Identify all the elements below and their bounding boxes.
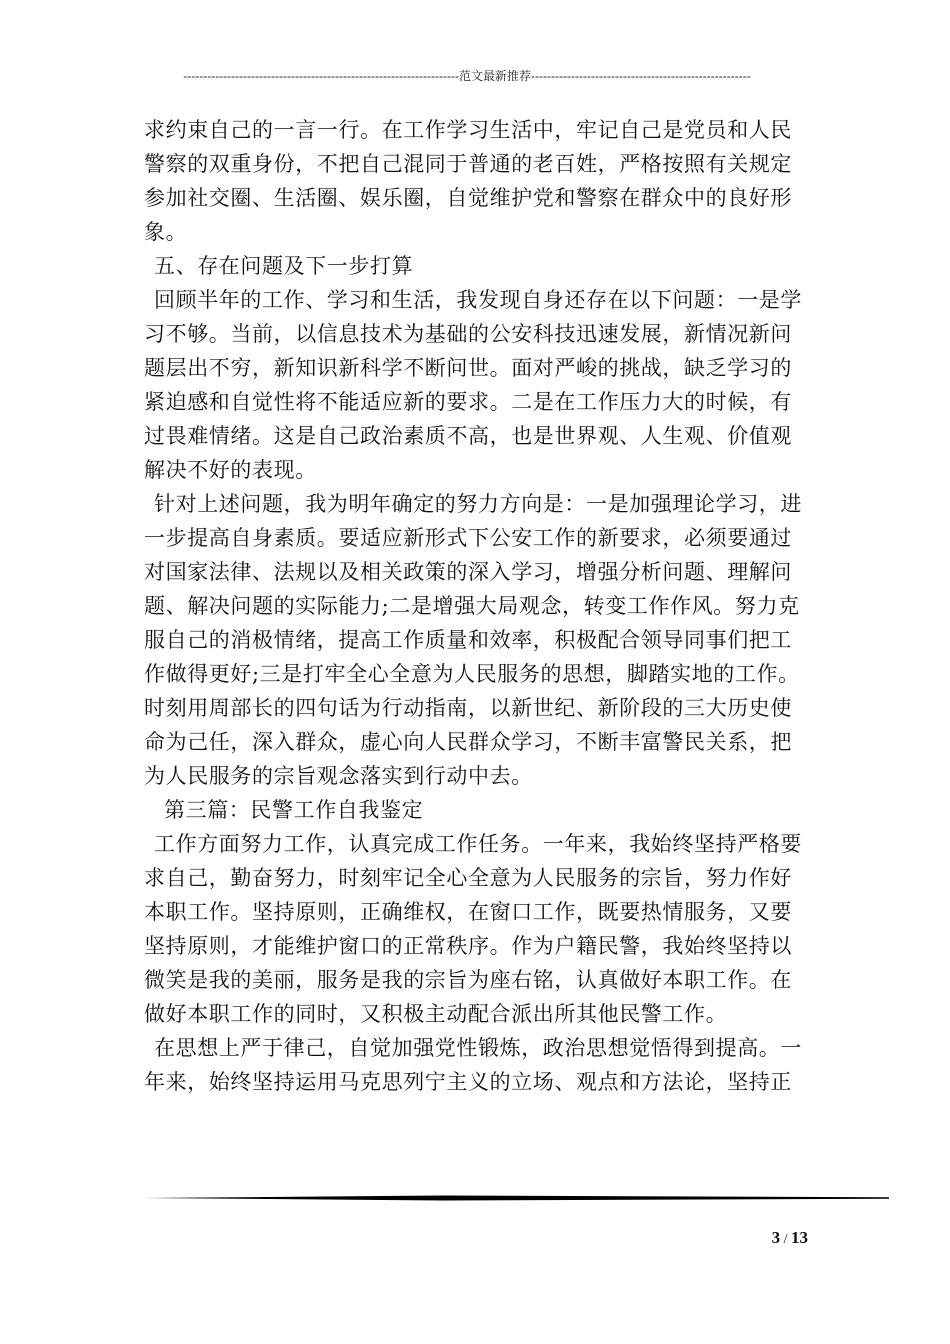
section-heading: 五、存在问题及下一步打算 xyxy=(154,254,414,278)
page-total: 13 xyxy=(791,1228,808,1247)
paragraph-continuation: 求约束自己的一言一行。在工作学习生活中，牢记自己是党员和人民警察的双重身份，不把自己混同于普通的老百姓，严格按照有关规定参加社交圈、生活圈、娱乐圈，自觉维护党和警察在群众中的良好形象。 xyxy=(144,118,792,244)
paragraph: 针对上述问题，我为明年确定的努力方向是：一是加强理论学习，进一步提高自身素质。要适应新形式下公安工作的新要求，必须要通过对国家法律、法规以及相关政策的深入学习，增强分析问题、理解问题、解决问题的实际能力;二是增强大局观念，转变工作作风。努力克服自己的消极情绪，提高工作质量和效率，积极配合领导同事们把工作做得更好;三是打牢全心全意为人民服务的思想，脚踏实地的工作。时刻用周部长的四句话为行动指南，以新世纪、新阶段的三大历史使命为己任，深入群众，虚心向人民群众学习，不断丰富警民关系，把为人民服务的宗旨观念落实到行动中去。 xyxy=(144,492,802,788)
paragraph: 回顾半年的工作、学习和生活，我发现自身还存在以下问题：一是学习不够。当前，以信息技术为基础的公安科技迅速发展，新情况新问题层出不穷，新知识新科学不断问世。面对严峻的挑战，缺乏学习的紧迫感和自觉性将不能适应新的要求。二是在工作压力大的时候，有过畏难情绪。这是自己政治素质不高，也是世界观、人生观、价值观解决不好的表现。 xyxy=(144,288,802,482)
chapter-heading: 第三篇：民警工作自我鉴定 xyxy=(164,798,424,822)
header-dashes-right: ------------------------------------------------------- xyxy=(530,69,751,83)
document-body xyxy=(144,113,808,1099)
header-dashes-left: --------------------------------------------------------------------- xyxy=(183,69,459,83)
page-header xyxy=(144,68,790,84)
header-title: 范文最新推荐 xyxy=(458,69,531,83)
paragraph: 工作方面努力工作，认真完成工作任务。一年来，我始终坚持严格要求自己，勤奋努力，时刻牢记全心全意为人民服务的宗旨，努力作好本职工作。坚持原则，正确维权，在窗口工作，既要热情服务，又要坚持原则，才能维护窗口的正常秩序。作为户籍民警，我始终坚持以微笑是我的美丽，服务是我的宗旨为座右铭，认真做好本职工作。在做好本职工作的同时，又积极主动配合派出所其他民警工作。 xyxy=(144,832,802,1026)
page-current: 3 xyxy=(771,1228,781,1247)
page-number xyxy=(700,1228,808,1248)
page-separator: / xyxy=(780,1232,791,1247)
footer-rule xyxy=(144,1195,889,1201)
paragraph: 在思想上严于律己，自觉加强党性锻炼，政治思想觉悟得到提高。一年来，始终坚持运用马克思列宁主义的立场、观点和方法论，坚持正 xyxy=(144,1036,802,1094)
